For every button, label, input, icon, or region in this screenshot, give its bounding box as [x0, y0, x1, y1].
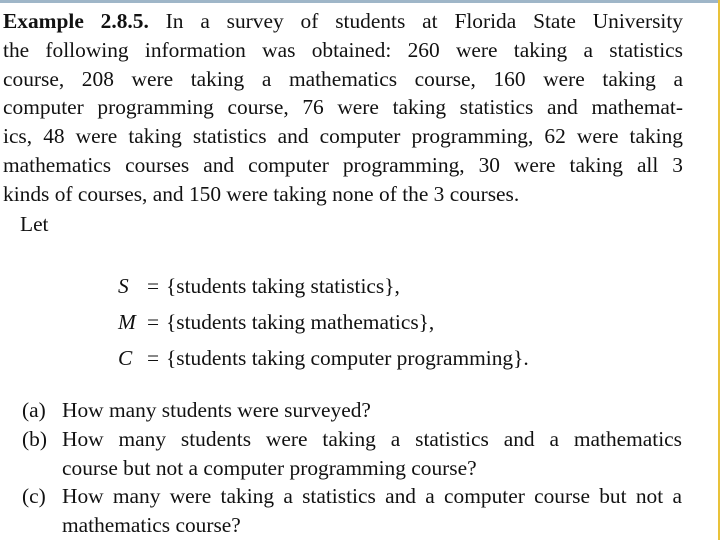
example-first-line [3, 7, 683, 36]
equals-sign: = [146, 346, 160, 370]
question-label: (a) [22, 398, 46, 422]
top-edge-line [0, 0, 720, 3]
example-line-1: the following information was obtained: 260 were taking a statistics [3, 37, 683, 62]
equals-sign: = [146, 274, 160, 298]
example-line-3: computer programming course, 76 were taking statistics and mathemat- [3, 95, 683, 120]
example-line-2: course, 208 were taking a mathematics course, 160 were taking a [3, 66, 683, 91]
question-text [62, 396, 682, 425]
set-definitions [118, 268, 529, 376]
example-paragraph [3, 7, 683, 209]
definition-row [118, 340, 529, 376]
example-line-5: mathematics courses and computer programming, 30 were taking all 3 [3, 152, 683, 177]
definition-row [118, 304, 529, 340]
definition-text: {students taking mathematics}, [166, 310, 435, 334]
question-item [22, 425, 682, 483]
definition-symbol: M [118, 310, 136, 334]
definition-symbol: C [118, 346, 133, 370]
example-line-0: In a survey of students at Florida State University [165, 9, 684, 33]
example-heading: Example 2.8.5. [3, 9, 149, 33]
question-line: How many were taking a statistics and a computer course but not a [62, 484, 682, 509]
definition-text: {students taking computer programming}. [166, 346, 529, 370]
example-line-4: ics, 48 were taking statistics and computer programming, 62 were taking [3, 124, 683, 149]
question-line: course but not a computer programming course? [62, 455, 477, 480]
question-line: How many students were taking a statistics and a mathematics [62, 426, 682, 451]
question-label: (c) [22, 484, 46, 509]
question-item [22, 482, 682, 540]
let-label: Let [20, 212, 49, 236]
example-line-6: kinds of courses, and 150 were taking none of the 3 courses. [3, 181, 520, 206]
question-line: mathematics course? [62, 513, 241, 538]
question-item [22, 396, 682, 425]
question-text [62, 425, 682, 483]
definition-text: {students taking statistics}, [166, 274, 400, 298]
equals-sign: = [146, 310, 160, 334]
definition-symbol: S [118, 274, 129, 298]
question-label: (b) [22, 426, 47, 451]
question-list [22, 396, 682, 540]
definition-row [118, 268, 529, 304]
question-text [62, 482, 682, 540]
question-line: How many students were surveyed? [62, 398, 371, 422]
